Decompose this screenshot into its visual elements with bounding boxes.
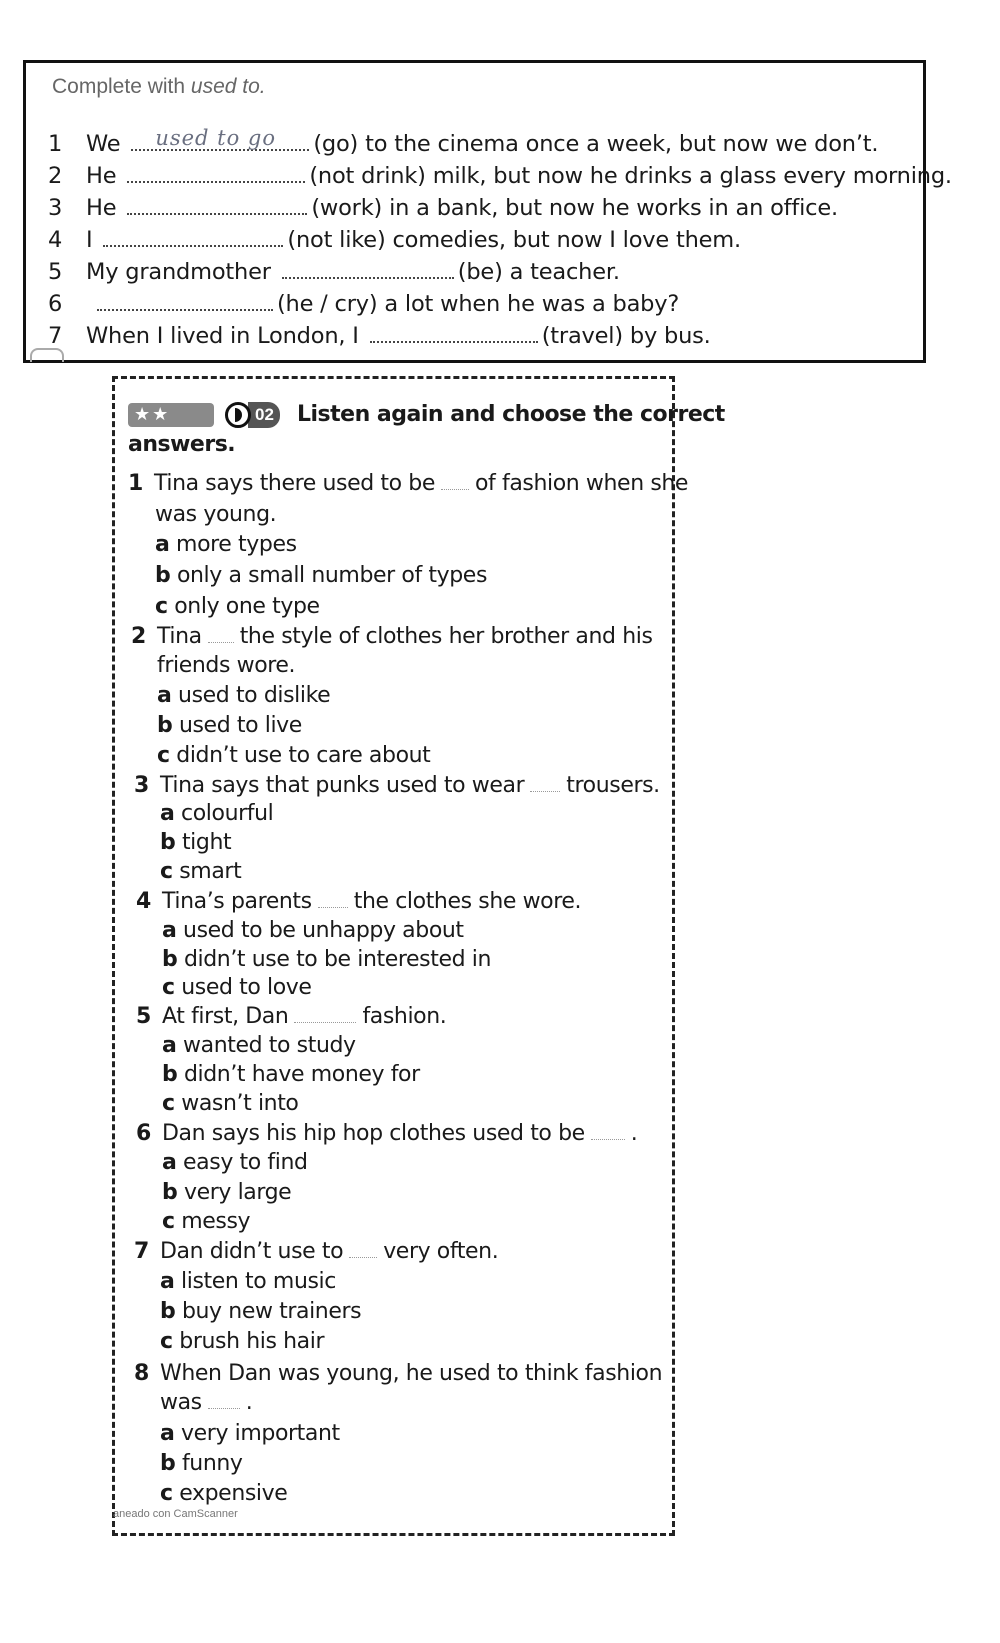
option-2c[interactable]: c didn’t use to care about (157, 743, 431, 768)
exercise-1-item: 1 We used to go (go) to the cinema once a week, but now we don’t. (48, 126, 879, 157)
answer-blank[interactable] (282, 259, 454, 279)
option-3c[interactable]: c smart (160, 859, 242, 884)
option-3b[interactable]: b tight (160, 830, 232, 855)
option-5c[interactable]: c wasn’t into (162, 1091, 299, 1116)
option-7a[interactable]: a listen to music (160, 1269, 336, 1294)
question-1-cont: was young. (155, 502, 277, 527)
handwritten-answer: used to go (155, 126, 277, 150)
question-7: 7 Dan didn’t use to very often. (134, 1239, 499, 1264)
difficulty-stars-badge: ★★ (128, 403, 214, 427)
option-4b[interactable]: b didn’t use to be interested in (162, 947, 492, 972)
question-6: 6 Dan says his hip hop clothes used to be . (136, 1121, 638, 1146)
option-5b[interactable]: b didn’t have money for (162, 1062, 420, 1087)
audio-track-badge[interactable] (225, 401, 280, 429)
cropped-mark (30, 348, 64, 362)
exercise-2-title-cont: answers. (128, 432, 236, 457)
option-2b[interactable]: b used to live (157, 713, 302, 738)
question-3: 3 Tina says that punks used to wear trousers. (134, 773, 660, 798)
track-number: 02 (248, 402, 280, 428)
answer-blank[interactable] (97, 291, 273, 311)
option-7c[interactable]: c brush his hair (160, 1329, 325, 1354)
option-8b[interactable]: b funny (160, 1451, 243, 1476)
question-5: 5 At first, Dan fashion. (136, 1004, 447, 1029)
answer-blank[interactable] (127, 163, 305, 183)
question-2-cont: friends wore. (157, 653, 296, 678)
option-6c[interactable]: c messy (162, 1209, 251, 1234)
question-8-cont: was . (160, 1390, 253, 1415)
answer-blank[interactable] (103, 227, 283, 247)
exercise-1-item: 2 He (not drink) milk, but now he drinks a glass every morning. (48, 163, 952, 189)
option-8c[interactable]: c expensive (160, 1481, 288, 1506)
option-8a[interactable]: a very important (160, 1421, 340, 1446)
question-8: 8 When Dan was young, he used to think fashion (134, 1361, 663, 1386)
exercise-1-item: 5 My grandmother (be) a teacher. (48, 259, 620, 285)
option-6a[interactable]: a easy to find (162, 1150, 308, 1175)
exercise-1-item: 3 He (work) in a bank, but now he works in an office. (48, 195, 838, 221)
audio-icon (225, 402, 251, 428)
question-4: 4 Tina’s parents the clothes she wore. (136, 889, 582, 914)
exercise-1-item: 6 (he / cry) a lot when he was a baby? (48, 291, 680, 317)
option-3a[interactable]: a colourful (160, 801, 274, 826)
option-2a[interactable]: a used to dislike (157, 683, 331, 708)
exercise-2-title: Listen again and choose the correct (297, 402, 725, 427)
option-4a[interactable]: a used to be unhappy about (162, 918, 464, 943)
question-2: 2 Tina the style of clothes her brother and his (131, 624, 653, 649)
option-1a[interactable]: a more types (155, 532, 297, 557)
option-6b[interactable]: b very large (162, 1180, 292, 1205)
exercise-1-box (23, 60, 952, 363)
exercise-1-instruction: Complete with used to. (52, 75, 266, 98)
answer-blank[interactable] (127, 195, 307, 215)
option-4c[interactable]: c used to love (162, 975, 312, 1000)
scanner-watermark: aneado con CamScanner (113, 1508, 238, 1520)
exercise-1-item: 7 When I lived in London, I (travel) by bus. (48, 323, 711, 349)
option-1b[interactable]: b only a small number of types (155, 563, 488, 588)
answer-blank[interactable] (370, 323, 538, 343)
question-1: 1 Tina says there used to be of fashion when she (128, 471, 689, 496)
exercise-1-item: 4 I (not like) comedies, but now I love them. (48, 227, 741, 253)
option-1c[interactable]: c only one type (155, 594, 320, 619)
option-7b[interactable]: b buy new trainers (160, 1299, 362, 1324)
option-5a[interactable]: a wanted to study (162, 1033, 356, 1058)
